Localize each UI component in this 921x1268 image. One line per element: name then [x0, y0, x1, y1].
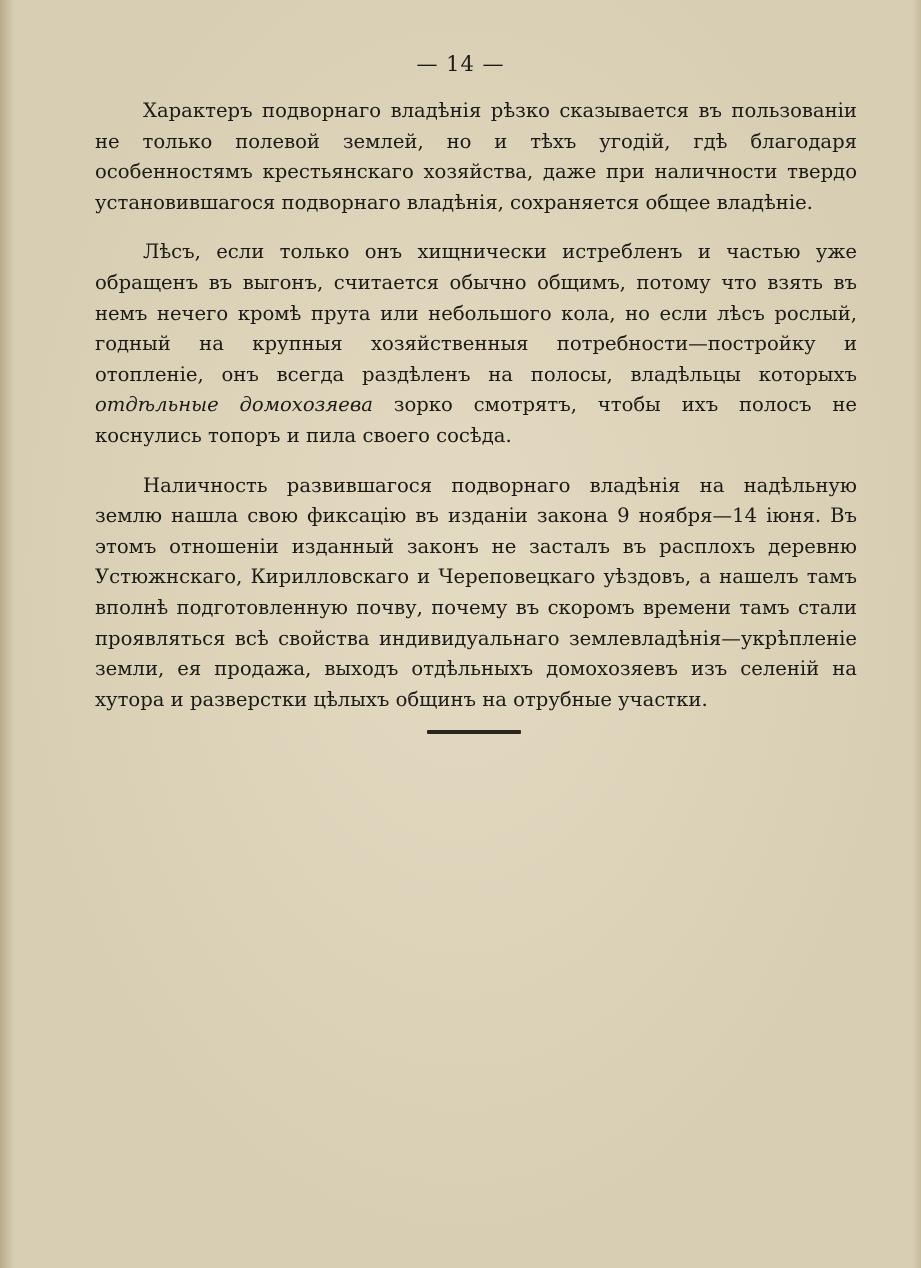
body-text	[95, 96, 857, 715]
page-edge-right	[913, 0, 921, 1268]
paragraph-1: Характеръ подворнаго владѣнія рѣзко сказывается въ пользованіи не только полевой землей, но и тѣхъ угодій, гдѣ благодаря особенностямъ крестьянскаго хозяйства, даже при наличности твердо установившагося подворнаго владѣнія, сохраняется общее владѣніе.	[95, 99, 857, 214]
paragraph-2-text-before: Лѣсъ, если только онъ хищнически истребленъ и частью уже обращенъ въ выгонъ, считается обычно общимъ, потому что взять въ немъ нечего кромѣ прута или небольшого кола, но если лѣсъ рослый, годный на крупныя хозяйственныя потребности—постройку и отопленіе, онъ всегда раздѣленъ на полосы, владѣльцы которыхъ	[95, 240, 857, 386]
end-rule-divider	[427, 730, 521, 734]
paragraph-3: Наличность развившагося подворнаго владѣнія на надѣльную землю нашла свою фиксацію въ изданіи закона 9 ноября—14 іюня. Въ этомъ отношеніи изданный законъ не засталъ въ расплохъ деревню Устюжнскаго, Кирилловскаго и Череповецкаго уѣздовъ, а нашелъ тамъ вполнѣ подготовленную почву, почему въ скоромъ времени тамъ стали проявляться всѣ свойства индивидуальнаго землевладѣнія—укрѣпленіе земли, ея продажа, выходъ отдѣльныхъ домохозяевъ изъ селеній на хутора и разверстки цѣлыхъ общинъ на отрубные участки.	[95, 473, 857, 711]
paragraph-2-italic-text: отдѣльные домохозяева	[95, 393, 373, 417]
page-edge-left	[0, 0, 14, 1268]
paragraph-2-text-after: зорко смотрятъ, чтобы ихъ полосъ не коснулись топоръ и пила своего сосѣда.	[95, 393, 857, 447]
paragraph-2	[95, 237, 857, 451]
page-number: — 14 —	[416, 52, 505, 76]
